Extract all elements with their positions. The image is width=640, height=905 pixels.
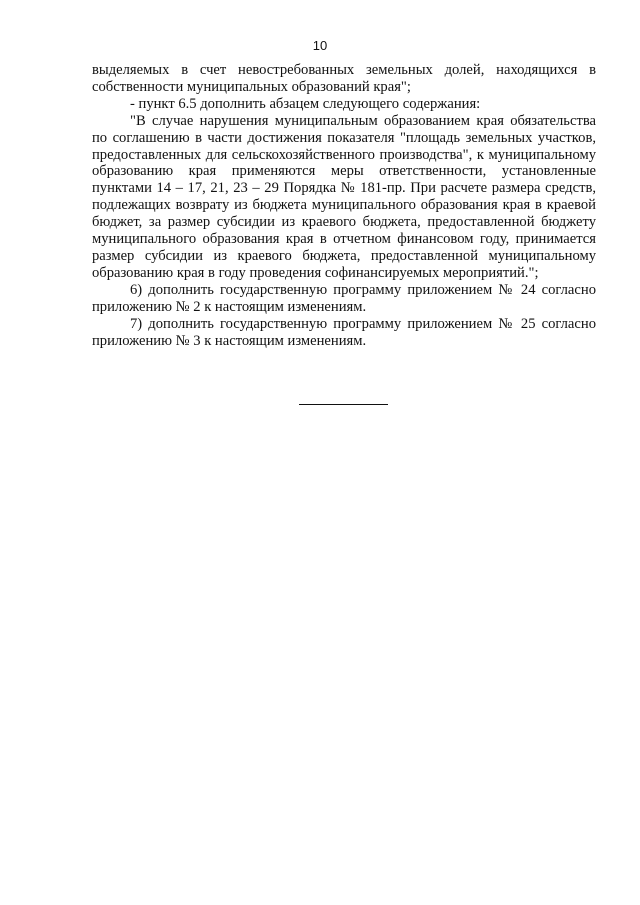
end-divider — [299, 404, 388, 405]
document-body — [92, 62, 596, 349]
paragraph-item-6: 6) дополнить государственную программу приложением № 24 согласно приложению № 2 к настоящим изменениям. — [92, 281, 596, 315]
page-number: 10 — [312, 38, 328, 53]
paragraph-item-7: 7) дополнить государственную программу приложением № 25 согласно приложению № 3 к настоящим изменениям. — [92, 315, 596, 349]
paragraph-continuation: выделяемых в счет невостребованных земельных долей, находящихся в собственности муниципальных образований края"; — [92, 62, 596, 95]
paragraph-quote: "В случае нарушения муниципальным образованием края обязательства по соглашению в части достижения показателя "площадь земельных участков, предоставленных для сельскохозяйственного производства", к муниципальному образованию края применяются меры ответственности, установленные пунктами 14 – 17, 21, 23 – 29 Порядка № 181-пр. При расчете размера средств, подлежащих возврату из бюджета муниципального образования края в краевой бюджет, за размер субсидии из краевого бюджета, предоставленной бюджету муниципального образования края в отчетном финансовом году, принимается размер субсидии из краевого бюджета, предоставленной муниципальному образованию края в году проведения софинансируемых мероприятий."; — [92, 112, 596, 281]
paragraph-clause-6-5: - пункт 6.5 дополнить абзацем следующего содержания: — [130, 95, 481, 112]
